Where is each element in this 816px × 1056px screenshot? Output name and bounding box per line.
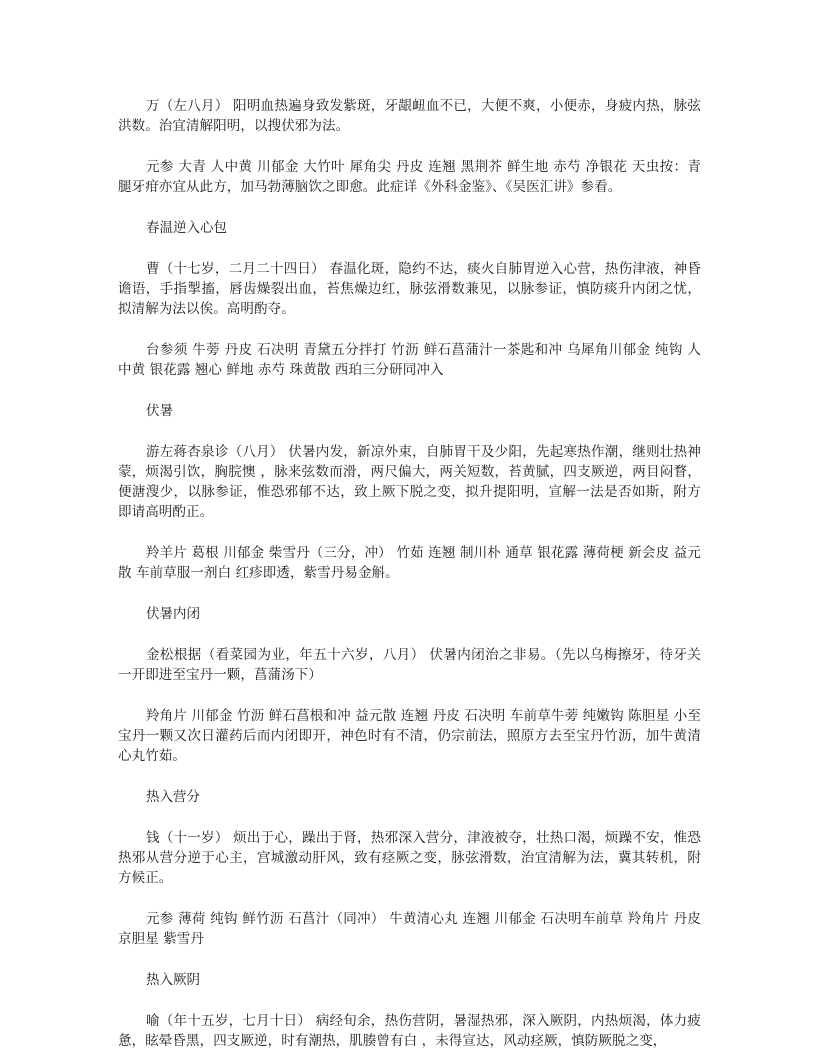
case-wan-prescription: 元参 大青 人中黄 川郁金 大竹叶 犀角尖 丹皮 连翘 黑荆芥 鲜生地 赤芍 净银花 天虫按：青腿牙疳亦宜从此方，加马勃薄脑饮之即愈。此症详《外科金鉴》、《吴医汇讲》参看。 <box>118 159 701 195</box>
case-cao-prescription: 台参须 牛蒡 丹皮 石决明 青黛五分拌打 竹沥 鲜石菖蒲汁一茶匙和冲 乌犀角川郁金 纯钩 人中黄 银花露 翘心 鲜地 赤芍 珠黄散 西珀三分研同冲入 <box>118 342 701 378</box>
case-yu-description: 喻（年十五岁，七月十日） 病经旬余，热伤营阴，暑湿热邪，深入厥阴，内热烦渴，体力疲惫，眩晕昏黑，四支厥逆，时有潮热，肌腠曾有白 ，未得宣达，风动痉厥，慎防厥脱之变， <box>118 1013 701 1049</box>
section-heading-latent-summer-heat: 伏暑 <box>146 403 173 419</box>
case-qian-description: 钱（十一岁） 烦出于心，躁出于肾，热邪深入营分，津液被夺，壮热口渴，烦躁不安，惟恐热邪从营分逆于心主，宫城激动肝风，致有痉厥之变，脉弦滑数，治宜清解为法，冀其转机，附方候正。 <box>118 830 701 886</box>
section-heading-spring-warmth: 春温逆入心包 <box>146 220 227 236</box>
case-you-description: 游左蒋杏泉诊（八月） 伏暑内发，新凉外束，自肺胃干及少阳，先起寒热作潮，继则壮热神蒙，烦渴引饮，胸脘懊 ，脉来弦数而滑，两尺偏大，两关短数，苔黄腻，四支厥逆，两目闷瞀，便溏溲少，以脉参证，惟恐邪郁不达，致上厥下脱之变，拟升提阳明，宣解一法是否如斯，附方即请高明酌正。 <box>118 444 701 520</box>
case-jin-description: 金松根据（看菜园为业，年五十六岁，八月） 伏暑内闭治之非易。（先以乌梅擦牙，待牙关一开即进至宝丹一颗，菖蒲汤下） <box>118 647 701 683</box>
case-jin-prescription: 羚角片 川郁金 竹沥 鲜石菖根和冲 益元散 连翘 丹皮 石决明 车前草牛蒡 纯嫩钩 陈胆星 小至宝丹一颗又次日灌药后而内闭即开，神色时有不清，仍宗前法，照原方去至宝丹竹沥，加牛黄清心丸竹茹。 <box>118 708 701 764</box>
section-heading-latent-summer-block: 伏暑内闭 <box>146 606 200 622</box>
section-heading-heat-nutrient: 热入营分 <box>146 789 200 805</box>
case-cao-description: 曹（十七岁，二月二十四日） 春温化斑，隐约不达，痰火自肺胃逆入心营，热伤津液，神昏谵语，手指掣搐，唇齿燥裂出血，苔焦燥边红，脉弦滑数兼见，以脉参证，慎防痰升内闭之忧，拟清解为法以俟。高明酌夺。 <box>118 261 701 317</box>
case-wan-description: 万（左八月） 阳明血热遍身致发紫斑，牙龈衄血不已，大便不爽，小便赤，身疲内热，脉弦洪数。治宜清解阳明，以搜伏邪为法。 <box>118 98 701 134</box>
section-heading-heat-jueyin: 热入厥阴 <box>146 972 200 988</box>
case-qian-prescription: 元参 薄荷 纯钩 鲜竹沥 石菖汁（同冲） 牛黄清心丸 连翘 川郁金 石决明车前草 羚角片 丹皮 京胆星 紫雪丹 <box>118 911 701 947</box>
case-you-prescription: 羚羊片 葛根 川郁金 柴雪丹（三分，冲） 竹茹 连翘 制川朴 通草 银花露 薄荷梗 新会皮 益元散 车前草服一剂白 红疹即透，紫雪丹易金斛。 <box>118 545 701 581</box>
